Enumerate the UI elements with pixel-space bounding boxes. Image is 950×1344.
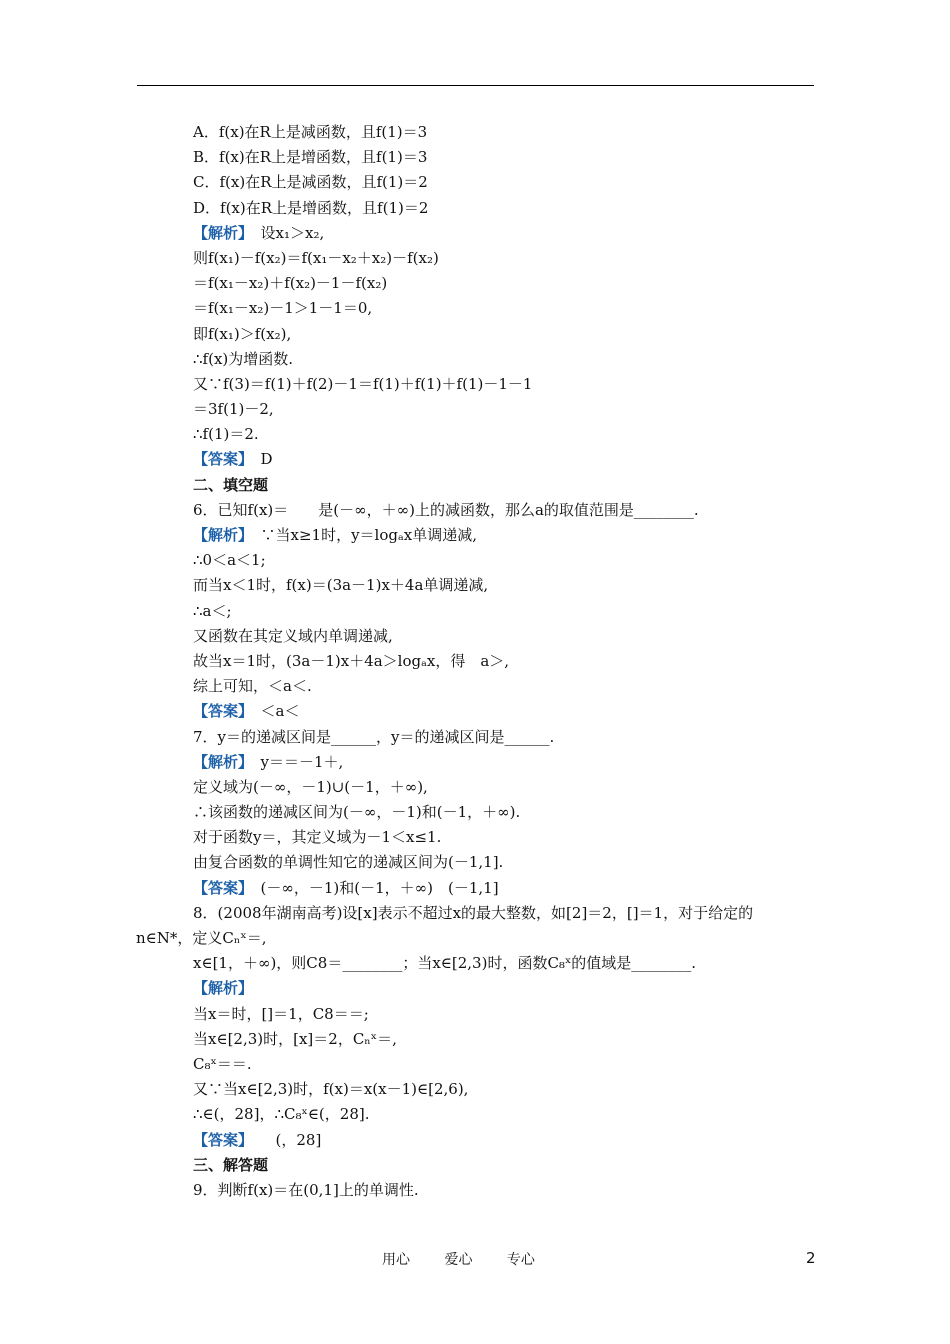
line-text: 二、填空题: [193, 475, 269, 494]
text-line: [136, 926, 818, 951]
line-text: 设x₁＞x₂,: [245, 223, 325, 242]
text-line: [193, 296, 818, 321]
page-footer: [382, 1249, 565, 1269]
line-text: B．f(x)在R上是增函数，且f(1)＝3: [193, 148, 428, 167]
section-label: 【解析】: [193, 752, 246, 771]
line-text: 即f(x₁)＞f(x₂),: [193, 324, 292, 343]
labeled-line: [193, 750, 818, 775]
line-text: ∵当x≥1时，y＝logₐx单调递减,: [245, 526, 478, 544]
line-text: ∴f(x)为增函数.: [193, 349, 294, 368]
line-text: n∈N*，定义Cₙˣ＝,: [136, 929, 267, 947]
text-line: [193, 800, 818, 825]
text-line: [193, 901, 818, 926]
section-label: 【答案】: [193, 450, 246, 469]
section-label: 【解析】: [193, 526, 246, 544]
line-text: 当x＝时，[]＝1，C8＝＝;: [193, 1004, 369, 1023]
line-text: C．f(x)在R上是减函数，且f(1)＝2: [193, 173, 428, 192]
text-line: [193, 951, 818, 976]
line-text: ＝f(x₁－x₂)＋f(x₂)－1－f(x₂): [193, 274, 388, 293]
line-text: 而当x＜1时，f(x)＝(3a－1)x＋4a单调递减,: [193, 576, 489, 595]
text-line: [193, 548, 818, 573]
labeled-line: [193, 699, 818, 724]
line-text: 7．y＝的递减区间是______，y＝的递减区间是______.: [193, 727, 555, 746]
line-text: (，28]: [245, 1130, 322, 1149]
section-label: 【解析】: [193, 223, 246, 242]
line-text: D．f(x)在R上是增函数，且f(1)＝2: [193, 198, 429, 217]
line-text: 则f(x₁)－f(x₂)＝f(x₁－x₂＋x₂)－f(x₂): [193, 248, 439, 267]
text-line: [193, 850, 818, 875]
text-line: [193, 649, 818, 674]
labeled-line: [193, 976, 818, 1001]
text-line: [193, 170, 818, 195]
line-text: 由复合函数的单调性知它的递减区间为(－1,1].: [193, 853, 504, 872]
labeled-line: [193, 447, 818, 472]
line-text: y＝＝－1＋,: [245, 752, 344, 771]
section-label: 【答案】: [193, 878, 246, 897]
text-line: [193, 1178, 818, 1203]
text-line: [193, 1102, 818, 1127]
line-text: ∴0＜a＜1;: [193, 551, 266, 570]
labeled-line: [193, 221, 818, 246]
text-line: [193, 422, 818, 447]
line-text: ∴该函数的递减区间为(－∞，－1)和(－1，＋∞).: [193, 803, 521, 822]
section-label: 【解析】: [193, 979, 254, 998]
text-line: [193, 271, 818, 296]
document-body: [136, 120, 818, 1203]
line-text: ∴∈(，28]，∴C₈ˣ∈(，28].: [193, 1105, 370, 1124]
line-text: 三、解答题: [193, 1155, 269, 1174]
line-text: ∴a＜;: [193, 601, 232, 620]
line-text: 又函数在其定义域内单调递减,: [193, 626, 393, 645]
text-line: [193, 372, 818, 397]
line-text: 故当x＝1时，(3a－1)x＋4a＞logₐx，得 a＞,: [193, 651, 510, 670]
text-line: [193, 599, 818, 624]
line-text: 8．(2008年湖南高考)设[x]表示不超过x的最大整数，如[2]＝2，[]＝1，对于给定的: [193, 903, 754, 922]
line-text: 又∵当x∈[2,3)时，f(x)＝x(x－1)∈[2,6),: [193, 1080, 469, 1099]
line-text: 9．判断f(x)＝在(0,1]上的单调性.: [193, 1180, 419, 1199]
text-line: [193, 825, 818, 850]
text-line: [193, 145, 818, 170]
text-line: [193, 775, 818, 800]
text-line: [193, 624, 818, 649]
line-text: x∈[1，＋∞)，则C8＝________；当x∈[2,3)时，函数C₈ˣ的值域是________.: [193, 954, 697, 973]
labeled-line: [193, 523, 818, 548]
line-text: C₈ˣ＝＝.: [193, 1054, 252, 1073]
text-line: [193, 573, 818, 598]
text-line: [193, 725, 818, 750]
section-label: 【答案】: [193, 1130, 246, 1149]
line-text: 对于函数y＝，其定义域为－1＜x≤1.: [193, 828, 442, 847]
line-text: 6．已知f(x)＝ 是(－∞，＋∞)上的减函数，那么a的取值范围是________.: [193, 500, 699, 519]
line-text: 又∵f(3)＝f(1)＋f(2)－1＝f(1)＋f(1)＋f(1)－1－1: [193, 374, 533, 393]
labeled-line: [193, 876, 818, 901]
line-text: ＝f(x₁－x₂)－1＞1－1＝0,: [193, 299, 373, 318]
line-text: ∴f(1)＝2.: [193, 425, 259, 444]
section-label: 【答案】: [193, 702, 246, 721]
text-line: [193, 196, 818, 221]
line-text: ＜a＜: [245, 702, 300, 721]
text-line: [193, 674, 818, 699]
footer-text-left: 用心: [382, 1252, 410, 1268]
line-text: ＝3f(1)－2,: [193, 400, 274, 419]
header-rule: [137, 85, 814, 86]
line-text: 综上可知，＜a＜.: [193, 677, 312, 696]
section-heading: [193, 473, 818, 498]
text-line: [193, 120, 818, 145]
text-line: [193, 347, 818, 372]
line-text: 定义域为(－∞，－1)∪(－1，＋∞),: [193, 777, 428, 796]
text-line: [193, 397, 818, 422]
line-text: (－∞，－1)和(－1，＋∞) (－1,1]: [245, 878, 499, 897]
text-line: [193, 1052, 818, 1077]
labeled-line: [193, 1128, 818, 1153]
line-text: A．f(x)在R上是减函数，且f(1)＝3: [193, 123, 428, 141]
text-line: [193, 246, 818, 271]
line-text: D: [245, 450, 273, 469]
text-line: [193, 498, 818, 523]
text-line: [193, 1027, 818, 1052]
page-number: 2: [806, 1249, 816, 1267]
footer-text-middle: 爱心: [444, 1252, 473, 1268]
text-line: [193, 1002, 818, 1027]
footer-text-right: 专心: [506, 1252, 535, 1268]
text-line: [193, 322, 818, 347]
section-heading: [193, 1153, 818, 1178]
text-line: [193, 1077, 818, 1102]
line-text: 当x∈[2,3)时，[x]＝2，Cₙˣ＝,: [193, 1029, 397, 1048]
